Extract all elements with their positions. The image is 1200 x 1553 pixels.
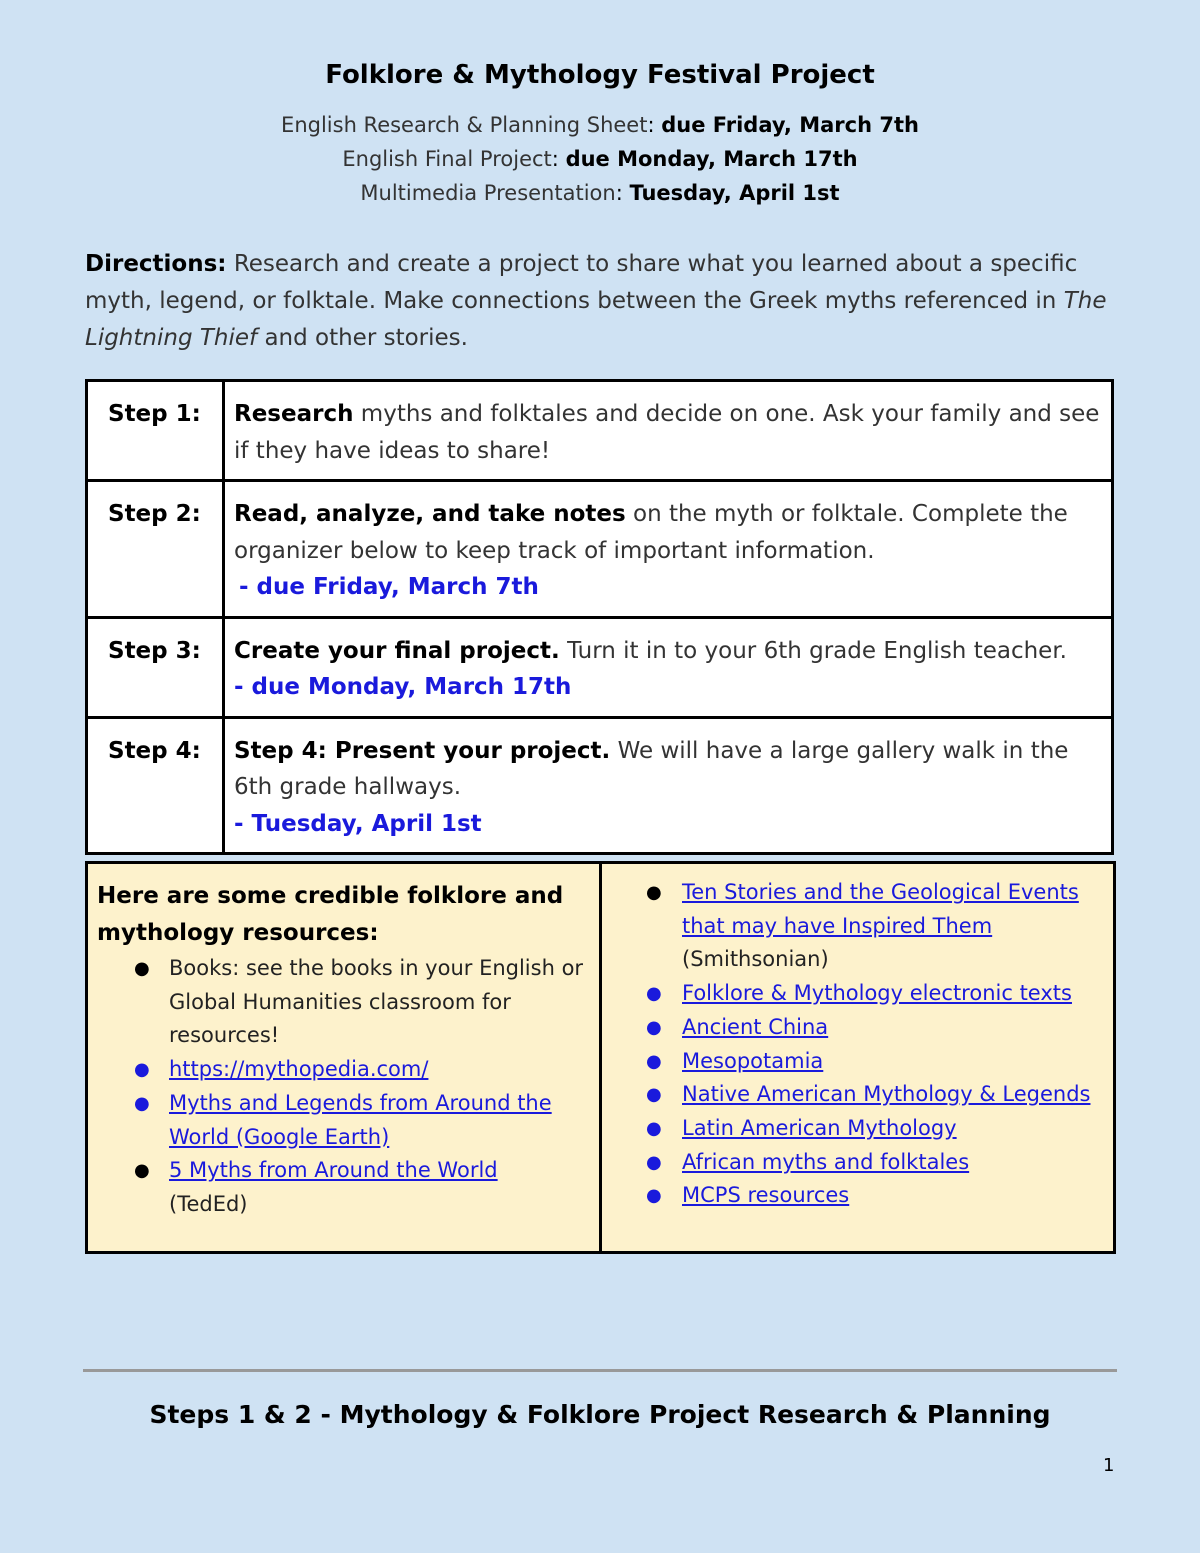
section-title: Steps 1 & 2 - Mythology & Folklore Project Research & Planning	[149, 1400, 1051, 1429]
resources-list	[646, 876, 1103, 1213]
step-row	[87, 481, 1113, 618]
resource-source: (TedEd)	[169, 1191, 248, 1216]
bullet-icon: ●	[646, 1050, 662, 1072]
directions-label: Directions:	[85, 251, 227, 277]
list-item	[646, 876, 1103, 977]
resource-source: (Smithsonian)	[682, 947, 829, 972]
steps-table	[85, 379, 1114, 855]
bullet-icon: ●	[646, 1151, 662, 1173]
step-description: Research myths and folktales and decide on one. Ask your family and see if they have ideas to share!	[224, 381, 1113, 481]
step-due-date: - Tuesday, April 1st	[234, 810, 482, 837]
bullet-icon: ●	[134, 1160, 150, 1182]
bullet-icon: ●	[646, 1117, 662, 1139]
resources-left-column	[88, 864, 602, 1251]
step-due-date: - due Monday, March 17th	[234, 674, 572, 700]
bullet-icon: ●	[646, 882, 662, 903]
book-title: The Lightning Thief	[85, 288, 1107, 351]
date-line: Multimedia Presentation: Tuesday, April 1st	[360, 181, 840, 205]
list-item	[646, 1179, 1103, 1213]
bullet-icon: ●	[646, 1185, 662, 1207]
list-item	[97, 1154, 589, 1221]
resource-link[interactable]: Native American Mythology & Legends	[682, 1082, 1091, 1107]
list-item	[646, 1146, 1103, 1180]
directions: Directions: Research and create a project to share what you learned about a specific myth, legend, or folktale. Make connections between the Greek myths referenced in The Lightning Thief and other stories.	[85, 251, 1107, 351]
horizontal-divider	[83, 1369, 1117, 1372]
list-item	[97, 1053, 589, 1087]
resources-list	[97, 952, 589, 1222]
page-title: Folklore & Mythology Festival Project	[325, 60, 875, 90]
step-description: Step 4: Present your project. We will have a large gallery walk in the 6th grade hallways. - Tuesday, April 1st	[224, 717, 1113, 854]
bullet-icon: ●	[134, 1092, 150, 1114]
resource-link[interactable]: https://mythopedia.com/	[169, 1057, 429, 1082]
due-dates	[0, 108, 1200, 210]
step-row	[87, 717, 1113, 854]
resource-link[interactable]: MCPS resources	[682, 1183, 850, 1208]
list-item	[646, 1011, 1103, 1045]
step-due-date: - due Friday, March 7th	[239, 574, 539, 600]
resources-heading: Here are some credible folklore and mythology resources:	[97, 883, 564, 946]
step-row	[87, 617, 1113, 717]
resources-box	[85, 861, 1116, 1254]
bullet-icon: ●	[646, 1084, 662, 1106]
bullet-icon: ●	[646, 1016, 662, 1038]
resource-link[interactable]: Ten Stories and the Geological Events that may have Inspired Them	[682, 880, 1079, 938]
list-item	[646, 1112, 1103, 1146]
resource-link[interactable]: Folklore & Mythology electronic texts	[682, 981, 1072, 1006]
step-number: Step 3:	[87, 617, 224, 717]
date-line: English Research & Planning Sheet: due Friday, March 7th	[281, 113, 919, 137]
resource-link[interactable]: Myths and Legends from Around the World (Google Earth)	[169, 1090, 552, 1149]
list-item	[646, 977, 1103, 1011]
step-row	[87, 381, 1113, 481]
bullet-icon: ●	[134, 1059, 150, 1081]
list-item	[646, 1045, 1103, 1079]
list-item	[97, 1087, 589, 1154]
resource-link[interactable]: Mesopotamia	[682, 1048, 824, 1073]
step-number: Step 1:	[87, 381, 224, 481]
bullet-icon: ●	[134, 958, 150, 979]
step-number: Step 2:	[87, 481, 224, 618]
resources-right-column	[602, 864, 1113, 1251]
date-line: English Final Project: due Monday, March 17th	[342, 147, 858, 171]
resource-link[interactable]: Ancient China	[682, 1014, 829, 1039]
step-description: Create your final project. Turn it in to your 6th grade English teacher. - due Monday, March 17th	[224, 617, 1113, 717]
resource-link[interactable]: 5 Myths from Around the World	[169, 1158, 498, 1183]
bullet-icon: ●	[646, 983, 662, 1005]
list-item: ● Books: see the books in your English or Global Humanities classroom for resources!	[97, 952, 589, 1053]
list-item	[646, 1078, 1103, 1112]
resource-link[interactable]: Latin American Mythology	[682, 1115, 957, 1140]
page-number: 1	[1103, 1455, 1115, 1476]
resource-link[interactable]: African myths and folktales	[682, 1149, 970, 1174]
step-number: Step 4:	[87, 717, 224, 854]
step-description: Read, analyze, and take notes on the myth or folktale. Complete the organizer below to keep track of important information. - due Friday, March 7th	[224, 481, 1113, 618]
